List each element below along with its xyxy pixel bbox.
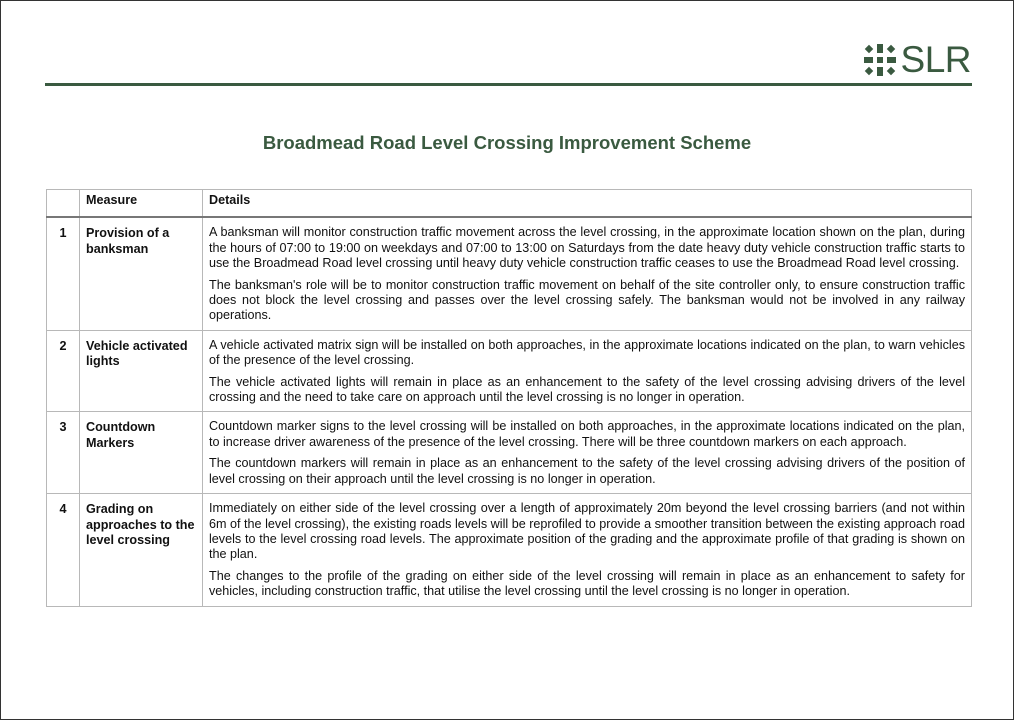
row-number: 4 <box>47 494 80 606</box>
header-rule <box>45 83 972 86</box>
details-paragraph: The banksman's role will be to monitor construction traffic movement on behalf of the site controller only, to ensure construction traffic does not block the level crossing and passes over the level crossing safely. The banksman would not be involved in any railway operations. <box>209 277 965 323</box>
slr-logo <box>863 39 971 80</box>
page-title: Broadmead Road Level Crossing Improvement Scheme <box>262 132 752 153</box>
details-paragraph: A vehicle activated matrix sign will be installed on both approaches, in the approximate locations indicated on the plan, to warn vehicles of the presence of the level crossing. <box>209 337 965 368</box>
row-measure: Countdown Markers <box>80 412 203 494</box>
details-paragraph: Countdown marker signs to the level crossing will be installed on both approaches, in the approximate locations indicated on the plan, to increase driver awareness of the presence of the level crossing. There will be three countdown markers on each approach. <box>209 419 965 449</box>
row-details <box>203 494 972 606</box>
details-paragraph: The vehicle activated lights will remain in place as an enhancement to the safety of the level crossing advising drivers of the level crossing and the need to take care on approach until the level crossing is no longer in operation. <box>209 374 965 405</box>
details-paragraph: A banksman will monitor construction traffic movement across the level crossing, in the approximate location shown on the plan, during the hours of 07:00 to 19:00 on weekdays and 07:00 to 13:00 on Saturdays from the date heavy duty vehicle construction traffic starts to use the Broadmead Road level crossing until heavy duty vehicle construction traffic ceases to use the Broadmead Road level crossing. <box>209 225 965 271</box>
row-measure: Provision of a banksman <box>80 217 203 330</box>
row-number: 3 <box>47 412 80 494</box>
row-measure: Grading on approaches to the level crossing <box>80 494 203 606</box>
row-details <box>203 412 972 494</box>
header-details: Details <box>203 190 972 218</box>
measures-table <box>46 189 972 607</box>
table-header-row <box>47 190 972 218</box>
header-num <box>47 190 80 218</box>
row-number: 2 <box>47 330 80 412</box>
row-number: 1 <box>47 217 80 330</box>
header-measure: Measure <box>80 190 203 218</box>
row-details <box>203 330 972 412</box>
slr-logo-mark-icon <box>863 43 897 77</box>
table-row <box>47 330 972 412</box>
row-details <box>203 217 972 330</box>
details-paragraph: The changes to the profile of the grading on either side of the level crossing will remain in place as an enhancement to safety for vehicles, including construction traffic, that utilise the level crossing until the level crossing is no longer in operation. <box>209 568 965 599</box>
row-measure: Vehicle activated lights <box>80 330 203 412</box>
slr-logo-text: SLR <box>900 39 971 80</box>
table-row <box>47 494 972 606</box>
details-paragraph: The countdown markers will remain in place as an enhancement to the safety of the level crossing advising drivers of the position of level crossing on their approach until the level crossing is no longer in operation. <box>209 456 965 486</box>
table-row <box>47 217 972 330</box>
table-row <box>47 412 972 494</box>
details-paragraph: Immediately on either side of the level crossing over a length of approximately 20m beyond the level crossing barriers (and not within 6m of the level crossing), the existing roads levels will be reprofiled to provide a smoother transition between the existing approach road levels to the level crossing road levels. The approximate position of the grading and the approximate profile of that grading is shown on the plan. <box>209 501 965 562</box>
